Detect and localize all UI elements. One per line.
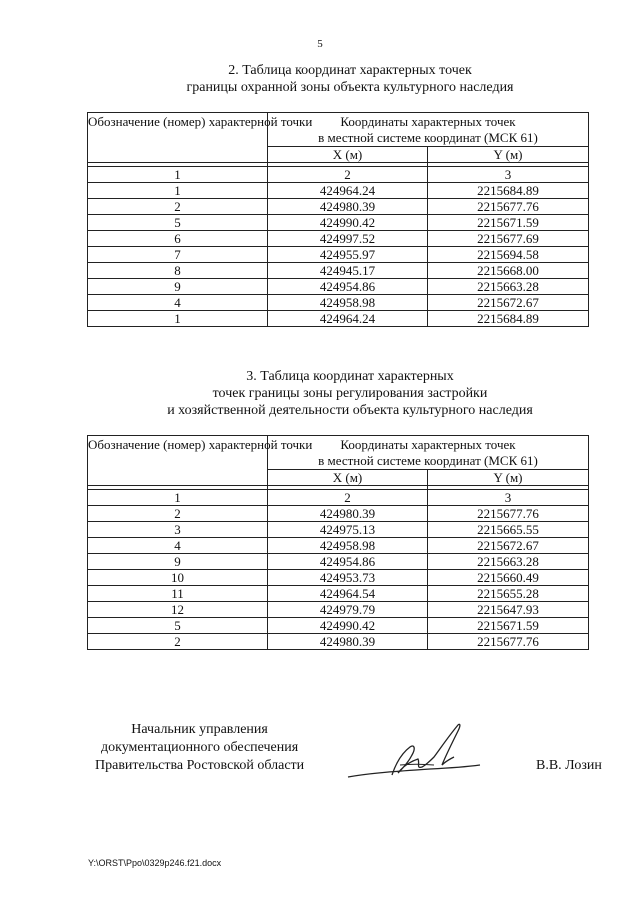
point-cell: 9 [88,554,268,570]
header-coords-line1: Координаты характерных точек [340,437,516,452]
position-line: Начальник управления [131,722,268,737]
point-cell: 7 [88,247,268,263]
x-cell: 424990.42 [268,215,428,231]
x-cell: 424964.24 [268,311,428,327]
x-cell: 424964.54 [268,586,428,602]
point-cell: 5 [88,618,268,634]
y-cell: 2215660.49 [428,570,589,586]
table-row [88,554,589,570]
table-row [88,522,589,538]
point-cell: 11 [88,586,268,602]
x-cell: 424990.42 [268,618,428,634]
x-cell: 424958.98 [268,538,428,554]
y-cell: 2215655.28 [428,586,589,602]
point-cell: 6 [88,231,268,247]
point-cell: 1 [88,183,268,199]
handwritten-signature [330,715,490,795]
table-row [88,295,589,311]
title-line: точек границы зоны регулирования застройки [212,386,488,401]
table-row [88,586,589,602]
position-line: Правительства Ростовской области [95,758,305,773]
signer-position [95,721,304,775]
title-line: 2. Таблица координат характерных точек [228,63,472,78]
column-number: 1 [88,167,268,183]
table-row [88,231,589,247]
y-cell: 2215694.58 [428,247,589,263]
header-y-label: Y (м) [428,147,589,163]
table-rows [88,506,589,650]
header-coords-line2: в местной системе координат (МСК 61) [318,453,538,468]
point-cell: 4 [88,538,268,554]
column-number: 2 [268,167,428,183]
table-row [88,263,589,279]
point-cell: 10 [88,570,268,586]
header-coords-label [268,113,589,147]
table-2-title [0,62,640,96]
header-coords-label [268,436,589,470]
header-y-label: Y (м) [428,470,589,486]
title-line: и хозяйственной деятельности объекта культурного наследия [167,403,533,418]
x-cell: 424980.39 [268,634,428,650]
x-cell: 424964.24 [268,183,428,199]
x-cell: 424979.79 [268,602,428,618]
point-cell: 8 [88,263,268,279]
header-x-label: X (м) [268,470,428,486]
page-number: 5 [317,38,323,50]
table-row [88,618,589,634]
y-cell: 2215677.76 [428,199,589,215]
y-cell: 2215677.69 [428,231,589,247]
point-cell: 5 [88,215,268,231]
signer-name: В.В. Лозин [536,758,602,773]
coordinates-table-3 [87,435,589,650]
x-cell: 424945.17 [268,263,428,279]
table-row [88,215,589,231]
y-cell: 2215672.67 [428,538,589,554]
y-cell: 2215677.76 [428,506,589,522]
column-number: 3 [428,167,589,183]
table-row [88,247,589,263]
point-cell: 12 [88,602,268,618]
y-cell: 2215668.00 [428,263,589,279]
point-cell: 2 [88,634,268,650]
header-point-label: Обозначение (номер) характерной точки [88,436,268,486]
y-cell: 2215665.55 [428,522,589,538]
x-cell: 424980.39 [268,199,428,215]
file-path: Y:\ORST\Ppo\0329p246.f21.docx [88,858,222,868]
table-row [88,506,589,522]
table-row [88,634,589,650]
point-cell: 2 [88,199,268,215]
column-number: 3 [428,490,589,506]
header-x-label: X (м) [268,147,428,163]
point-cell: 1 [88,311,268,327]
header-coords-line2: в местной системе координат (МСК 61) [318,130,538,145]
point-cell: 3 [88,522,268,538]
table-row [88,570,589,586]
header-coords-line1: Координаты характерных точек [340,114,516,129]
table-3-title [0,368,640,419]
y-cell: 2215647.93 [428,602,589,618]
column-number: 2 [268,490,428,506]
title-line: 3. Таблица координат характерных [246,369,454,384]
y-cell: 2215677.76 [428,634,589,650]
y-cell: 2215671.59 [428,215,589,231]
table-row [88,602,589,618]
x-cell: 424975.13 [268,522,428,538]
x-cell: 424980.39 [268,506,428,522]
point-cell: 2 [88,506,268,522]
table-row [88,311,589,327]
x-cell: 424954.86 [268,279,428,295]
point-cell: 4 [88,295,268,311]
y-cell: 2215684.89 [428,311,589,327]
point-cell: 9 [88,279,268,295]
y-cell: 2215671.59 [428,618,589,634]
y-cell: 2215672.67 [428,295,589,311]
y-cell: 2215663.28 [428,279,589,295]
header-point-label: Обозначение (номер) характерной точки [88,113,268,163]
table-rows [88,183,589,327]
table-row [88,183,589,199]
position-line: документационного обеспечения [100,740,299,755]
x-cell: 424997.52 [268,231,428,247]
x-cell: 424958.98 [268,295,428,311]
y-cell: 2215684.89 [428,183,589,199]
column-number: 1 [88,490,268,506]
table-row [88,279,589,295]
title-line: границы охранной зоны объекта культурного наследия [186,80,514,95]
coordinates-table-2 [87,112,589,327]
x-cell: 424955.97 [268,247,428,263]
x-cell: 424954.86 [268,554,428,570]
table-row [88,199,589,215]
y-cell: 2215663.28 [428,554,589,570]
x-cell: 424953.73 [268,570,428,586]
table-row [88,538,589,554]
